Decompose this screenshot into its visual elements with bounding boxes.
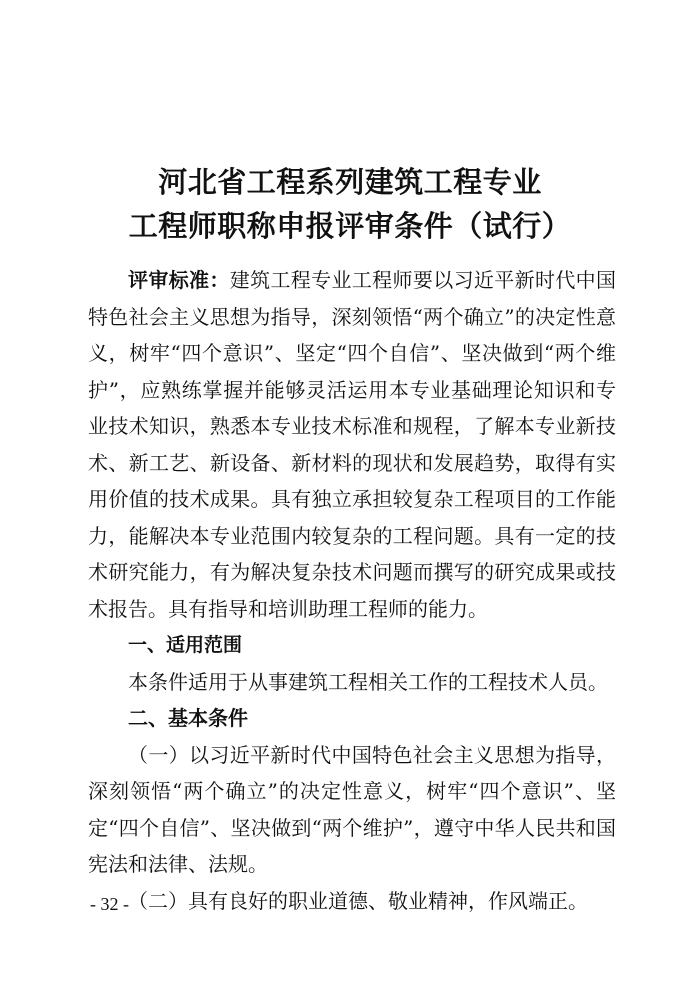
section-heading-scope: 一、适用范围 [128, 634, 243, 656]
condition-item-2: （二）具有良好的职业道德、敬业精神，作风端正。 [128, 888, 588, 913]
section-heading-basic-conditions: 二、基本条件 [128, 706, 248, 730]
page-number: - 32 - [90, 894, 129, 914]
standard-paragraph [88, 262, 616, 627]
scope-paragraph: 本条件适用于从事建筑工程相关工作的工程技术人员。 [128, 669, 608, 694]
document-title-line-2: 工程师职称申报评审条件（试行） [128, 209, 572, 243]
standard-label: 评审标准： [128, 268, 230, 292]
standard-text: 建筑工程专业工程师要以习近平新时代中国特色社会主义思想为指导，深刻领悟“两个确立”的决定性意义，树牢“四个意识”、坚定“四个自信”、坚决做到“两个维护”，应熟练掌握并能够灵活运用本专业基础理论知识和专业技术知识，熟悉本专业技术标准和规程，了解本专业新技术、新工艺、新设备、新材料的现状和发展趋势，取得有实用价值的技术成果。具有独立承担较复杂工程项目的工作能力，能解决本专业范围内较复杂的工程问题。具有一定的技术研究能力，有为解决复杂技术问题而撰写的研究成果或技术报告。具有指导和培训助理工程师的能力。 [88, 268, 617, 621]
document-body [88, 262, 616, 919]
document-title-line-1: 河北省工程系列建筑工程专业 [158, 165, 542, 199]
condition-item-1: （一）以习近平新时代中国特色社会主义思想为指导，深刻领悟“两个确立”的决定性意义，树牢“四个意识”、坚定“四个自信”、坚决做到“两个维护”，遵守中华人民共和国宪法和法律、法规。 [88, 742, 616, 876]
